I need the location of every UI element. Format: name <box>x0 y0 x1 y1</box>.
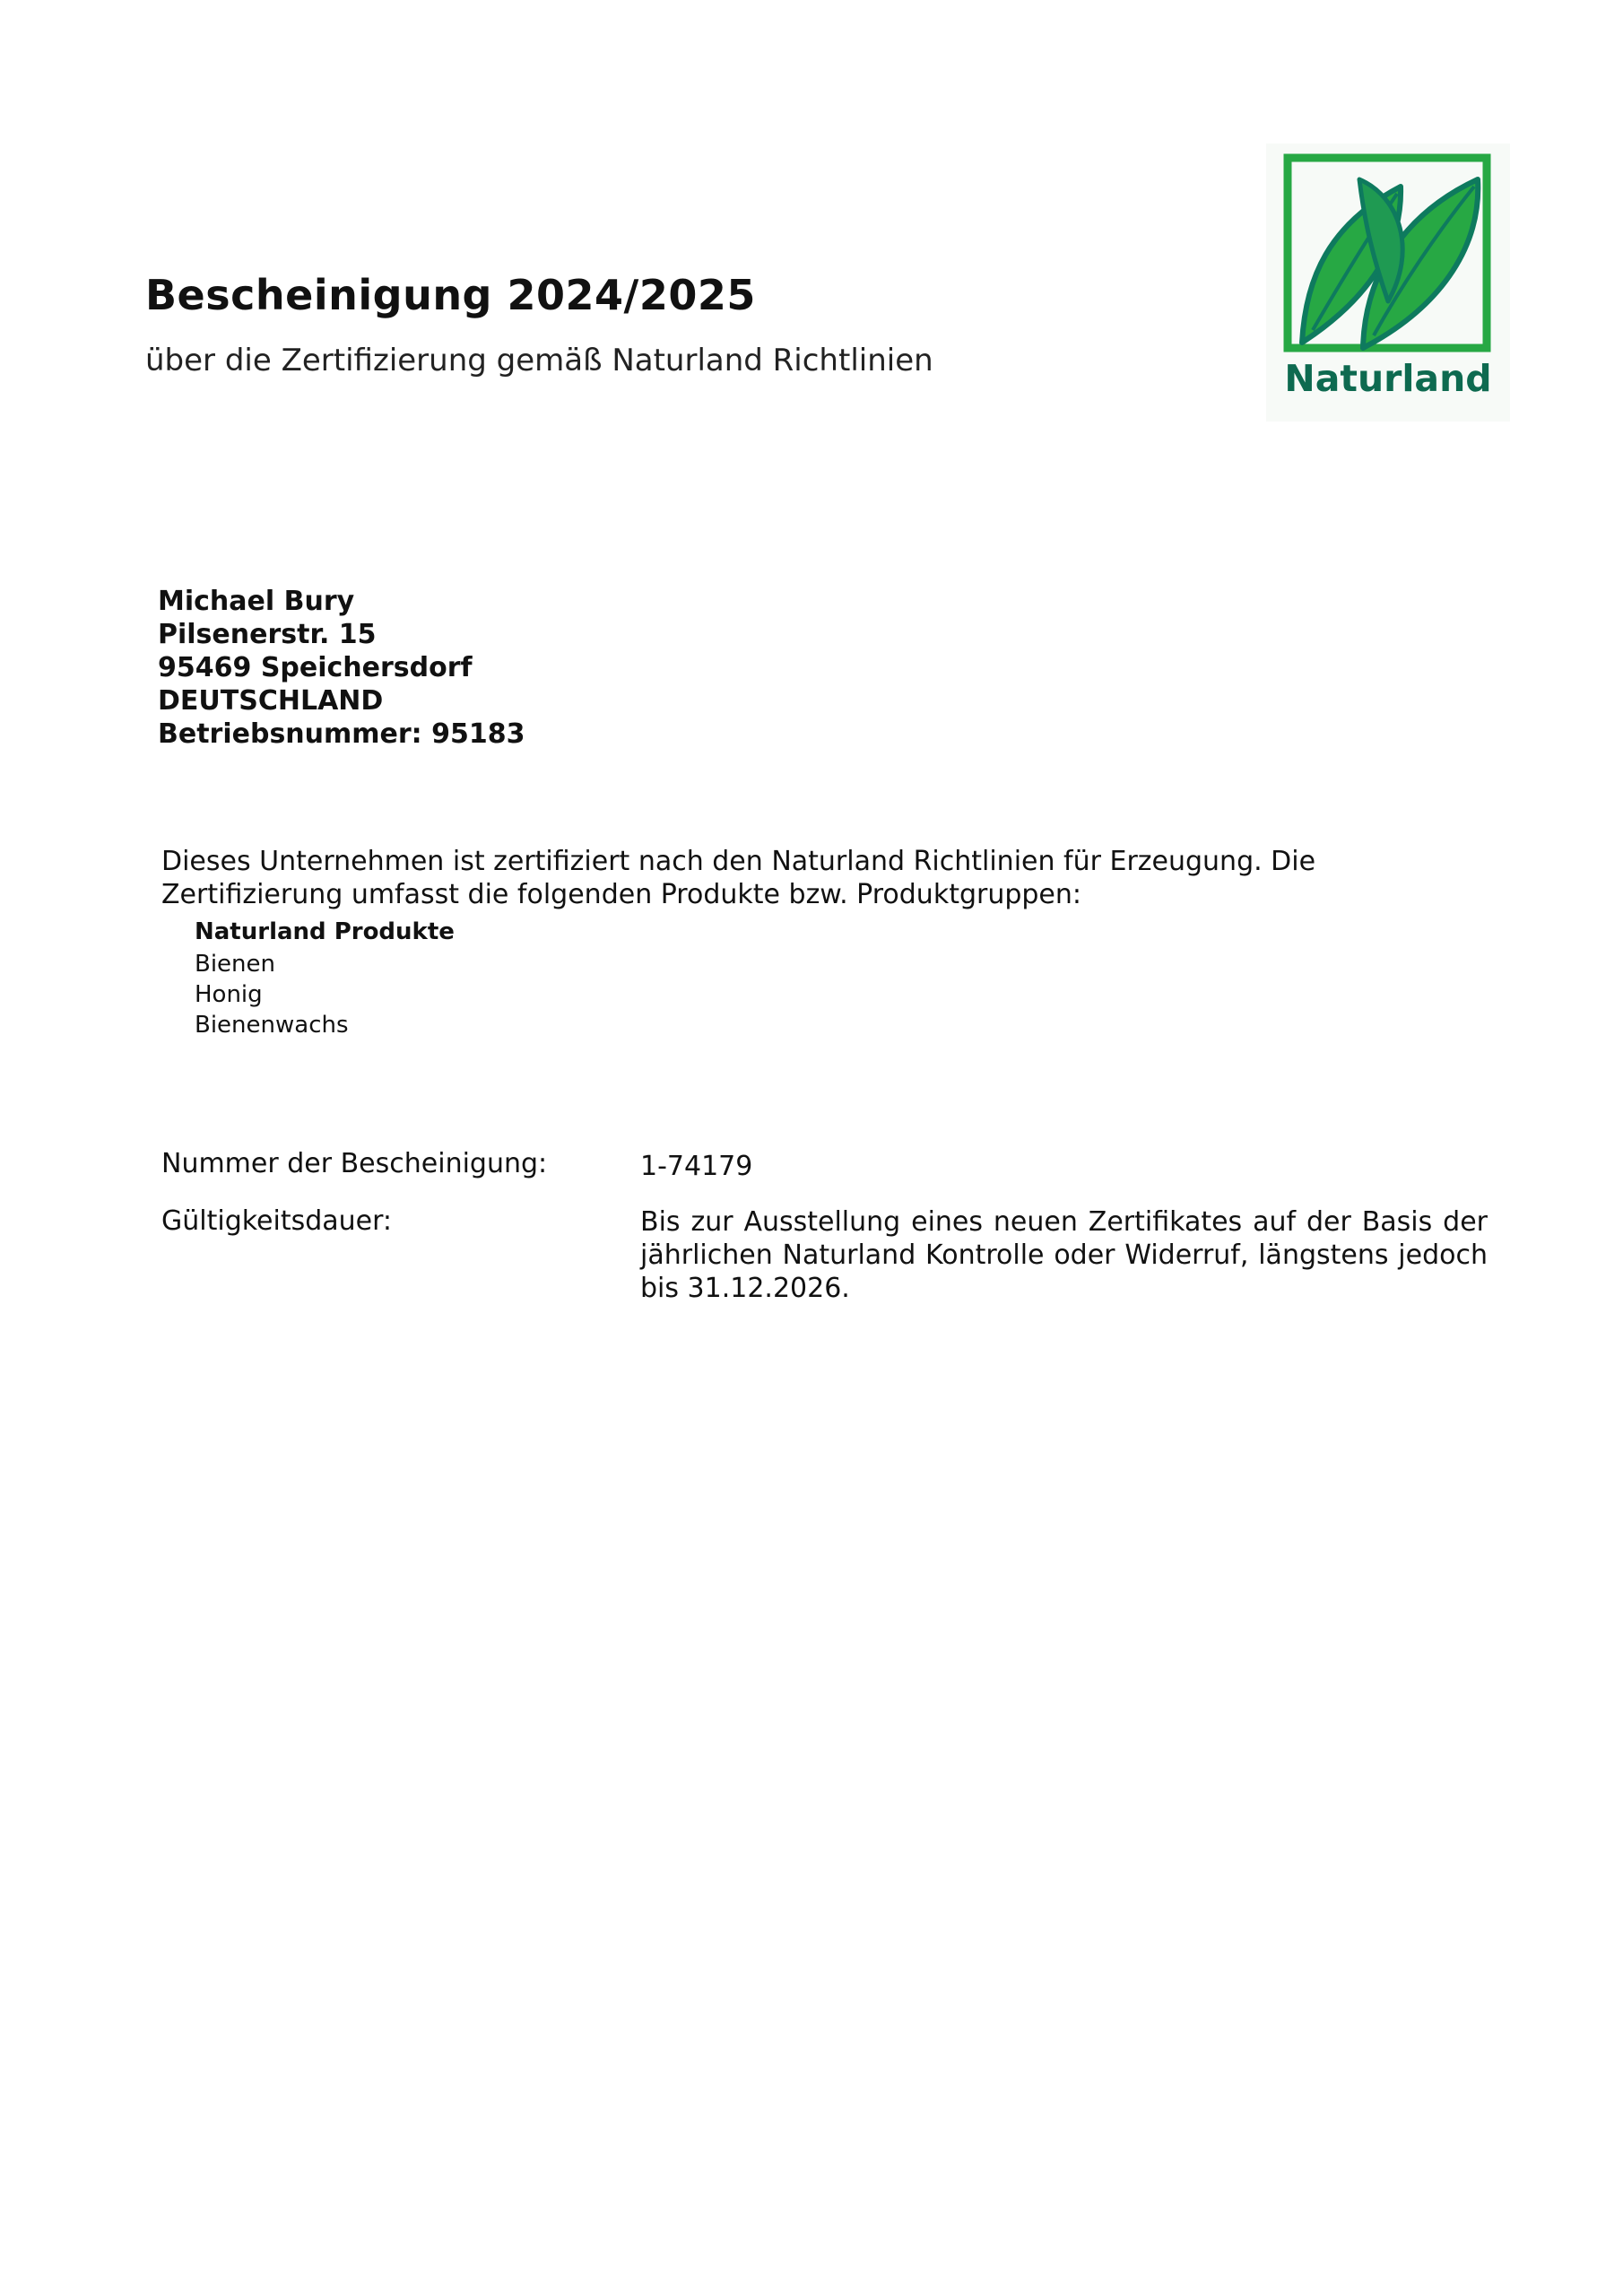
naturland-logo <box>1266 144 1510 422</box>
product-list-heading: Naturland Produkte <box>195 918 455 945</box>
address-country: DEUTSCHLAND <box>158 685 384 717</box>
address-block <box>158 585 525 751</box>
naturland-leaf-icon <box>1266 144 1510 422</box>
list-item: Honig <box>195 981 263 1008</box>
certification-intro: Dieses Unternehmen ist zertifiziert nach den Naturland Richtlinien für Erzeugung. Die Zertifizierung umfasst die folgenden Produkte bzw. Produktgruppen: <box>161 846 1316 910</box>
product-list <box>195 917 455 1040</box>
certificate-number-label: Nummer der Bescheinigung: <box>161 1148 548 1179</box>
list-item: Bienen <box>195 951 276 978</box>
address-name: Michael Bury <box>158 586 355 617</box>
validity-label: Gültigkeitsdauer: <box>161 1205 393 1237</box>
validity-value: Bis zur Ausstellung eines neuen Zertifikates auf der Basis der jährlichen Naturland Kontrolle oder Widerruf, längstens jedoch bis 31.12.2026. <box>640 1206 1488 1304</box>
address-street: Pilsenerstr. 15 <box>158 619 377 650</box>
list-item: Bienenwachs <box>195 1012 349 1039</box>
address-city: 95469 Speichersdorf <box>158 652 473 683</box>
logo-wordmark: Naturland <box>1284 357 1492 400</box>
certificate-number-value: 1-74179 <box>640 1151 753 1182</box>
document-title: Bescheinigung 2024/2025 <box>145 271 756 319</box>
document-subtitle: über die Zertifizierung gemäß Naturland Richtlinien <box>145 343 933 378</box>
company-number: Betriebsnummer: 95183 <box>158 718 525 750</box>
